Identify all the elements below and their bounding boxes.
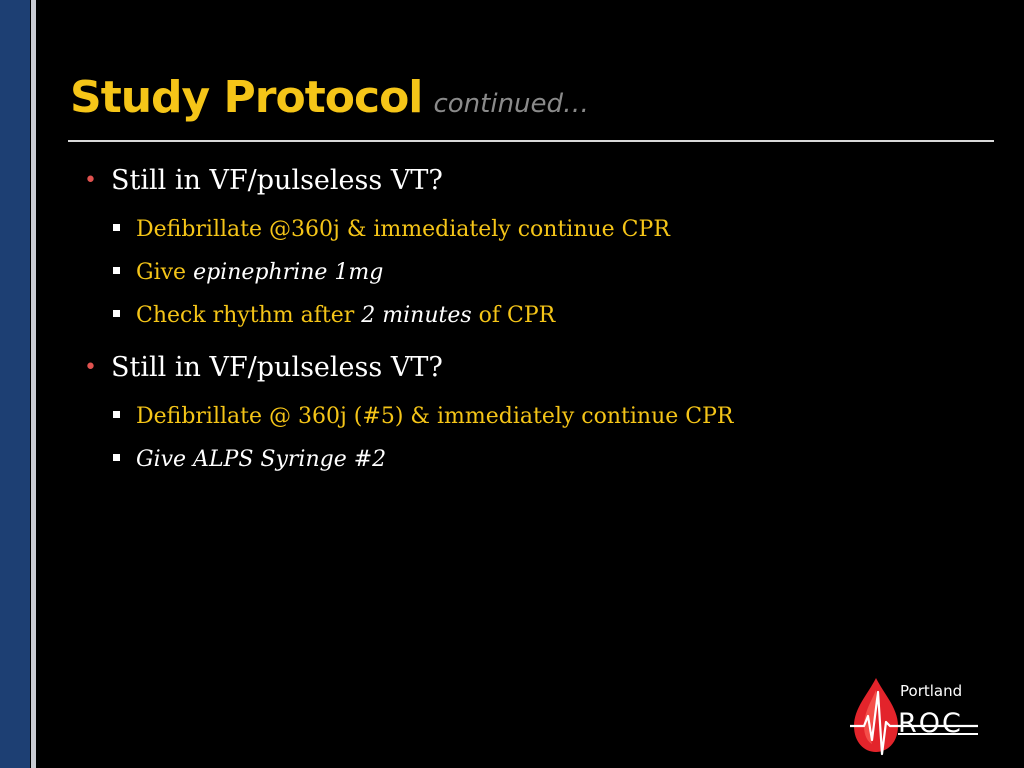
sidebar-accent-stripe [31, 0, 36, 768]
portland-roc-logo [846, 676, 982, 756]
title-text: Study Protocol [70, 72, 423, 123]
bullet-dot-icon: • [84, 355, 97, 380]
sidebar-accent [0, 0, 30, 768]
sub-bullet-emphasis: Give ALPS Syringe #2 [136, 447, 387, 472]
sub-bullet-text: Check rhythm after [136, 303, 362, 328]
section-heading: Still in VF/pulseless VT? [111, 352, 443, 383]
title-divider [68, 140, 994, 142]
logo-name-text: ROC [898, 708, 963, 739]
sub-bullet-text: Defibrillate @360j & immediately continue CPR [136, 217, 670, 242]
square-bullet-icon [113, 267, 120, 274]
sub-bullet-emphasis: 2 minutes [361, 303, 472, 328]
sub-bullet-item [84, 208, 984, 251]
bullet-section-2-heading [84, 349, 984, 387]
bullet-dot-icon: • [84, 168, 97, 193]
sub-bullet-item [84, 251, 984, 294]
square-bullet-icon [113, 310, 120, 317]
section-heading: Still in VF/pulseless VT? [111, 165, 443, 196]
square-bullet-icon [113, 454, 120, 461]
title-subtitle: continued… [433, 89, 590, 119]
bullet-list [84, 162, 984, 493]
square-bullet-icon [113, 224, 120, 231]
bullet-section-1-heading [84, 162, 984, 200]
sub-bullet-item [84, 294, 984, 337]
logo-city-text: Portland [900, 682, 963, 700]
sub-bullet-list [84, 208, 984, 337]
sub-bullet-item [84, 395, 984, 438]
sub-bullet-text: Defibrillate @ 360j (#5) & immediately continue CPR [136, 404, 734, 429]
sub-bullet-item [84, 438, 984, 481]
sub-bullet-emphasis: epinephrine 1mg [193, 260, 384, 285]
sub-bullet-text-tail: of CPR [471, 303, 556, 328]
sub-bullet-text: Give [136, 260, 194, 285]
sub-bullet-list [84, 395, 984, 481]
slide-title [70, 72, 589, 123]
square-bullet-icon [113, 411, 120, 418]
